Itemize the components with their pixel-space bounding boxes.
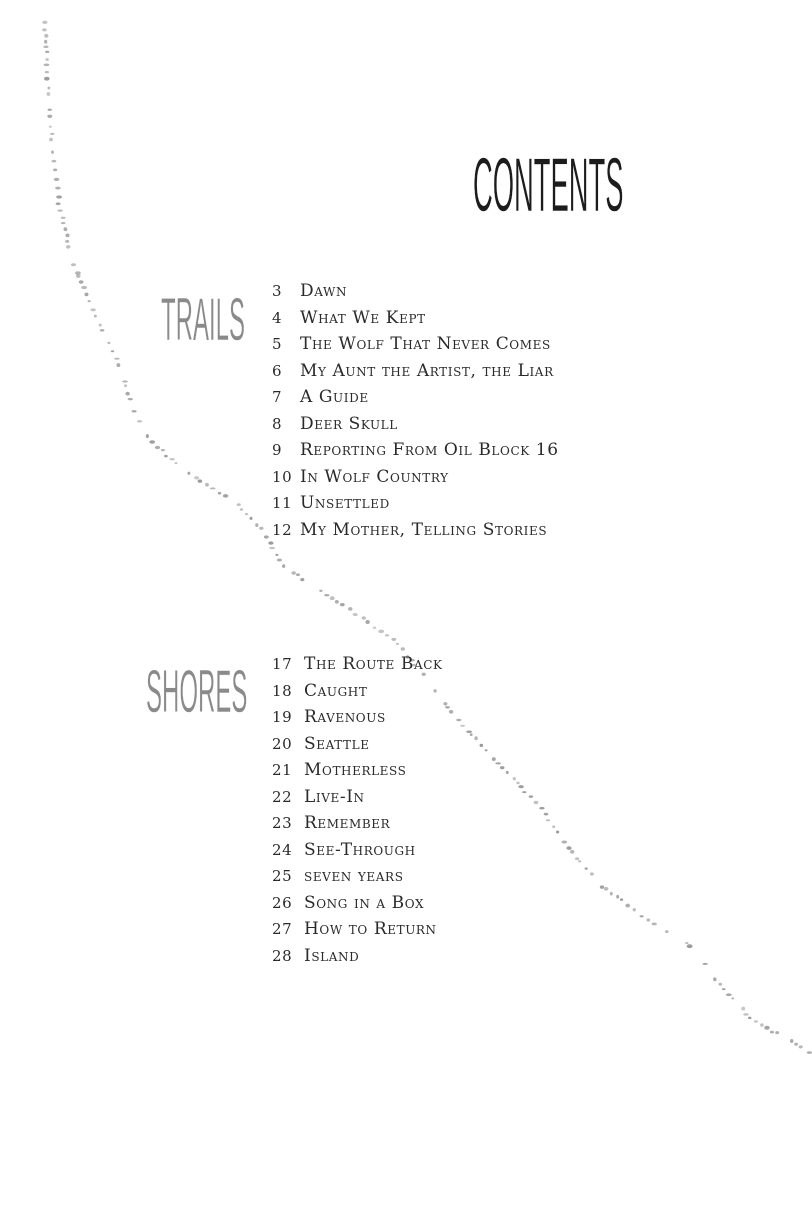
toc-page-number: 12 xyxy=(272,520,293,539)
trail-dot xyxy=(362,616,366,619)
trail-dot xyxy=(187,472,190,475)
toc-entry-title: Island xyxy=(304,945,360,966)
trail-dot xyxy=(194,476,199,479)
trail-dot xyxy=(794,1043,798,1046)
trail-dot xyxy=(391,638,396,641)
toc-page-number: 21 xyxy=(272,761,293,779)
trail-dot xyxy=(58,210,63,212)
trail-dot xyxy=(84,293,88,297)
trail-dot xyxy=(495,762,501,764)
trail-dot xyxy=(300,578,304,581)
trail-dot xyxy=(445,706,450,708)
toc-entry xyxy=(272,278,559,305)
trail-dot xyxy=(291,571,295,575)
trail-dot xyxy=(731,997,734,999)
trail-dot xyxy=(264,535,269,538)
toc-entry-title: What We Kept xyxy=(300,307,426,328)
section-label-trails: TRAILS xyxy=(161,286,246,353)
toc-entry xyxy=(272,757,443,784)
toc-page-number: 20 xyxy=(272,734,293,753)
trail-dot xyxy=(43,45,48,48)
trail-dot xyxy=(562,840,568,843)
trail-dot xyxy=(353,613,358,616)
trail-dot xyxy=(65,240,69,243)
trail-dot xyxy=(259,527,264,530)
trail-dot xyxy=(218,492,221,495)
trail-dot xyxy=(49,138,53,142)
trail-dot xyxy=(552,825,555,828)
trail-dot xyxy=(324,594,329,596)
trail-dot xyxy=(396,643,399,645)
toc-entry-title: My Aunt the Artist, the Liar xyxy=(300,360,554,381)
toc-page-number: 19 xyxy=(272,708,293,726)
trail-dot xyxy=(790,1039,793,1043)
toc-entry-title: Reporting From Oil Block 16 xyxy=(300,440,559,460)
toc-page-number: 25 xyxy=(272,867,293,885)
trail-dot xyxy=(54,178,60,181)
toc-page-number: 6 xyxy=(272,361,283,380)
toc-page-number: 28 xyxy=(272,946,293,965)
trail-dot xyxy=(45,51,49,53)
trail-dot xyxy=(161,449,165,451)
trail-dot xyxy=(604,887,609,891)
toc-entry-title: In Wolf Country xyxy=(300,466,449,487)
toc-entry xyxy=(272,678,443,705)
trail-dot xyxy=(513,777,516,780)
trail-dot xyxy=(799,1045,803,1048)
toc-entry xyxy=(272,863,443,890)
trail-dot xyxy=(175,462,178,464)
trail-dot xyxy=(114,358,120,360)
trail-dot xyxy=(76,274,81,278)
trail-dot xyxy=(330,596,335,600)
toc-entry xyxy=(272,810,443,837)
trail-dot xyxy=(237,503,241,506)
toc-page-number: 5 xyxy=(272,335,283,353)
toc-entry xyxy=(272,731,443,758)
trail-dot xyxy=(51,150,54,154)
toc-entry xyxy=(272,837,443,864)
trail-dot xyxy=(625,904,630,908)
trail-dot xyxy=(518,785,523,788)
toc-entry xyxy=(272,437,559,464)
trail-dot xyxy=(539,807,544,810)
toc-entry-title: Caught xyxy=(304,680,368,701)
toc-entry-title: See-Through xyxy=(304,839,416,860)
trail-dot xyxy=(610,892,613,896)
trail-dot xyxy=(575,857,579,860)
trail-dot xyxy=(456,719,461,721)
toc-page-number: 7 xyxy=(272,388,283,406)
trail-dot xyxy=(42,28,47,31)
trail-dot xyxy=(44,34,48,38)
trail-dot xyxy=(198,479,203,483)
toc-entry-title: Live-In xyxy=(304,786,365,807)
trail-dot xyxy=(64,227,68,231)
trail-dot xyxy=(620,898,623,901)
trail-dot xyxy=(124,384,127,387)
trail-dot xyxy=(42,21,47,24)
trail-dot xyxy=(49,126,52,128)
trail-dot xyxy=(590,872,594,875)
trail-dot xyxy=(164,455,168,457)
trail-dot xyxy=(544,813,549,816)
toc-page-number: 17 xyxy=(272,655,293,673)
trail-dot xyxy=(480,744,484,747)
trail-dot xyxy=(466,731,472,733)
trail-dot xyxy=(128,398,133,401)
trail-dot xyxy=(55,187,61,190)
trail-dot xyxy=(132,410,137,412)
trail-dot xyxy=(726,993,732,996)
trail-dot xyxy=(90,308,96,311)
trail-dot xyxy=(47,87,50,90)
trail-dot xyxy=(99,324,102,327)
trail-dot xyxy=(210,487,216,489)
trail-dot xyxy=(566,846,571,850)
toc-entry-title: Deer Skull xyxy=(300,413,398,434)
trail-dot xyxy=(88,300,91,302)
trail-dot xyxy=(149,440,155,443)
trail-dot xyxy=(365,620,369,624)
toc-page-number: 24 xyxy=(272,840,293,859)
trail-dot xyxy=(71,263,76,266)
trail-dot xyxy=(748,1017,752,1020)
trail-dot xyxy=(47,115,52,118)
trail-dot xyxy=(56,202,61,205)
trail-dot xyxy=(240,508,243,510)
trail-dot xyxy=(741,1007,745,1011)
trail-dot xyxy=(485,749,488,751)
toc-page-number: 9 xyxy=(272,441,283,459)
toc-entry xyxy=(272,784,443,811)
section-label-shores: SHORES xyxy=(146,658,248,725)
toc-entry xyxy=(272,464,559,491)
trail-dot xyxy=(685,942,688,944)
toc-entry-title: Remember xyxy=(304,813,391,833)
trail-dot xyxy=(205,483,209,487)
trail-dot xyxy=(500,766,505,769)
trail-dot xyxy=(51,160,56,163)
trail-dot xyxy=(516,782,519,785)
trail-dot xyxy=(269,547,275,550)
trail-dot xyxy=(44,77,50,81)
toc-page-number: 11 xyxy=(272,494,293,512)
toc-page-number: 23 xyxy=(272,814,293,832)
trail-dot xyxy=(44,63,50,66)
trail-dot xyxy=(702,963,708,965)
trail-dot xyxy=(61,222,65,224)
trail-dot xyxy=(223,494,228,498)
trail-dot xyxy=(249,517,252,520)
trail-dot xyxy=(775,1031,779,1034)
trail-dot xyxy=(578,860,581,862)
trail-dot xyxy=(65,234,69,238)
trail-dot xyxy=(66,245,71,249)
page-title: CONTENTS xyxy=(473,143,624,228)
trail-dot xyxy=(56,195,62,198)
trail-dot xyxy=(94,315,97,318)
toc-entry-title: Unsettled xyxy=(300,493,390,513)
toc-page-number: 3 xyxy=(272,282,283,300)
trail-dot xyxy=(722,988,726,990)
trail-dot xyxy=(529,795,533,798)
toc-entry xyxy=(272,384,559,411)
toc-entry-title: Song in a Box xyxy=(304,892,425,913)
toc-page-number: 8 xyxy=(272,414,283,433)
toc-entry xyxy=(272,305,559,332)
toc-entry-title: The Route Back xyxy=(304,654,443,674)
trail-dot xyxy=(665,930,669,933)
toc-page-number: 10 xyxy=(272,467,293,486)
trail-dot xyxy=(764,1026,769,1030)
toc-entry-title: How to Return xyxy=(304,919,437,939)
toc-entry xyxy=(272,704,443,731)
trail-dot xyxy=(646,918,650,921)
trail-dot xyxy=(718,983,722,986)
trail-dot xyxy=(474,736,477,740)
trail-dot xyxy=(570,850,574,854)
trail-dot xyxy=(48,109,52,111)
trail-dot xyxy=(137,420,142,423)
toc-page-number: 22 xyxy=(272,787,293,806)
trail-dot xyxy=(44,40,47,44)
trail-dot xyxy=(335,600,339,604)
trail-dot xyxy=(155,446,160,449)
toc-page-number: 27 xyxy=(272,920,293,938)
trail-dot xyxy=(277,559,282,562)
trail-dot xyxy=(373,627,376,629)
toc-page-number: 4 xyxy=(272,308,283,327)
toc-entry-title: Motherless xyxy=(304,760,407,780)
trail-dot xyxy=(348,607,352,611)
trail-dot xyxy=(743,1013,749,1016)
trail-dot xyxy=(385,634,389,637)
trail-dot xyxy=(616,895,619,899)
trail-dot xyxy=(53,169,57,172)
trail-dot xyxy=(651,922,657,925)
toc-entry xyxy=(272,331,559,358)
trail-dot xyxy=(107,342,110,344)
toc-entry-title: Ravenous xyxy=(304,707,386,727)
trail-dot xyxy=(81,286,87,289)
toc-entry-title: Seattle xyxy=(304,733,370,754)
toc-entry-title: seven years xyxy=(304,866,404,886)
trail-dot xyxy=(146,434,149,438)
trail-dot xyxy=(687,944,693,948)
trail-dot xyxy=(245,513,248,515)
toc-entry-title: Dawn xyxy=(300,281,348,301)
toc-entry xyxy=(272,890,443,917)
trail-dot xyxy=(45,58,49,61)
trail-dot xyxy=(460,725,465,727)
trail-dot xyxy=(340,603,345,606)
trail-dot xyxy=(275,554,278,556)
toc-entry xyxy=(272,943,443,970)
toc-entry xyxy=(272,517,559,544)
trail-dot xyxy=(378,630,384,634)
trail-dot xyxy=(61,217,66,219)
trail-dot xyxy=(807,1051,812,1054)
trail-dot xyxy=(770,1031,774,1034)
trail-dot xyxy=(255,523,258,527)
toc-entry-title: A Guide xyxy=(300,387,369,407)
trail-dot xyxy=(449,710,453,714)
trail-dot xyxy=(169,458,175,460)
toc-page-number: 26 xyxy=(272,893,293,912)
trail-dot xyxy=(296,573,300,576)
trail-dot xyxy=(713,977,716,981)
trail-dot xyxy=(760,1023,764,1027)
trail-dot xyxy=(50,133,54,135)
trail-dot xyxy=(319,590,322,592)
trail-dot xyxy=(506,771,509,774)
trail-dot xyxy=(47,92,51,96)
trail-dot xyxy=(640,915,644,917)
trail-dot xyxy=(79,280,84,284)
trail-dot xyxy=(534,801,539,804)
trail-dot xyxy=(546,819,550,821)
trail-dot xyxy=(117,363,121,367)
trail-dot xyxy=(282,564,285,568)
trail-dot xyxy=(45,71,49,74)
toc-entry xyxy=(272,411,559,438)
toc-entry-title: My Mother, Telling Stories xyxy=(300,519,548,540)
trail-dot xyxy=(100,329,105,331)
toc-entry xyxy=(272,651,443,678)
trail-dot xyxy=(125,392,129,396)
trail-dot xyxy=(754,1020,758,1022)
toc-entry xyxy=(272,490,559,517)
toc-list-shores xyxy=(272,651,443,969)
toc-entry xyxy=(272,916,443,943)
trail-dot xyxy=(556,830,559,833)
trail-dot xyxy=(492,757,496,761)
toc-page-number: 18 xyxy=(272,681,293,700)
trail-dot xyxy=(522,791,526,793)
trail-dot xyxy=(585,867,588,869)
trail-dot xyxy=(633,908,636,911)
trail-dot xyxy=(122,380,128,382)
trail-dot xyxy=(443,702,447,706)
trail-dot xyxy=(111,350,114,352)
trail-dot xyxy=(600,885,604,888)
trail-dot xyxy=(470,733,473,736)
toc-list-trails xyxy=(272,278,559,543)
toc-entry xyxy=(272,358,559,385)
toc-entry-title: The Wolf That Never Comes xyxy=(300,334,551,354)
